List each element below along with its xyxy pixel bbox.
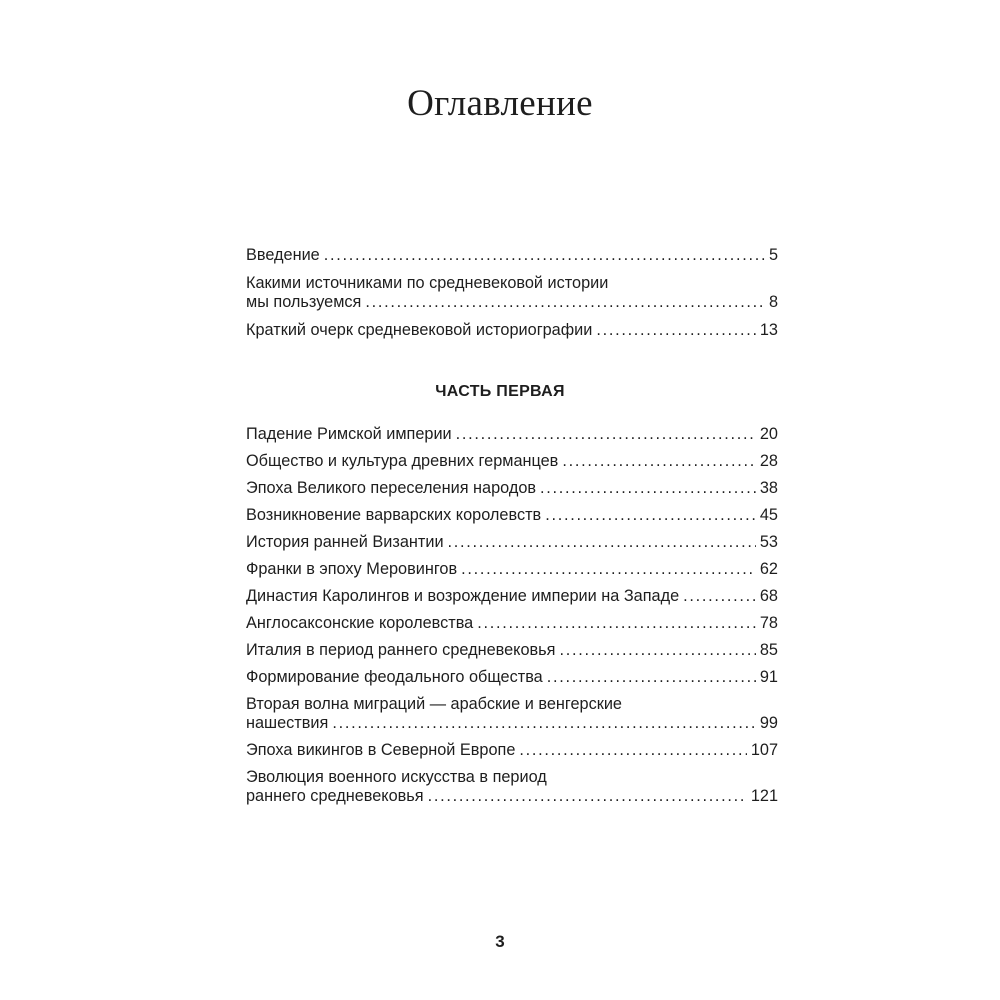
toc-entry-title: Вторая волна миграций — арабские и венгерские [246,695,622,713]
toc-entry [246,614,778,633]
toc-entry [246,506,778,525]
dot-leader [519,741,746,760]
toc-entry-line [246,668,778,687]
dot-leader [547,668,756,687]
toc-entry-page-number: 91 [759,668,778,686]
toc-entry [246,768,778,806]
toc-entry-line [246,741,778,760]
dot-leader [540,479,756,498]
toc-entry-line [246,587,778,606]
toc-entry-line [246,614,778,633]
toc-entry [246,533,778,552]
toc-entry-title: Возникновение варварских королевств [246,506,542,524]
toc-entry-line [246,506,778,525]
toc-entry [246,560,778,579]
dot-leader [365,293,765,312]
toc-entry-title: Италия в период раннего средневековья [246,641,556,659]
toc-entry-line [246,768,778,787]
toc-entry-title: нашествия [246,714,329,732]
toc-entry-page-number: 107 [750,741,778,759]
dot-leader [456,425,756,444]
toc-entry-page-number: 53 [759,533,778,551]
toc-entry-title: Формирование феодального общества [246,668,543,686]
dot-leader [596,321,756,340]
dot-leader [324,246,765,265]
toc-entry-line [246,479,778,498]
toc-entry-page-number: 5 [768,246,778,264]
toc-entry [246,274,778,312]
toc-entry-line [246,641,778,660]
toc-entry [246,479,778,498]
toc-entry-title: мы пользуемся [246,293,362,311]
toc-entry-line [246,714,778,733]
toc-entry-title: Эволюция военного искусства в период [246,768,547,786]
toc-entry-line [246,293,778,312]
toc-entry [246,425,778,444]
toc-entry-title: Общество и культура древних германцев [246,452,559,470]
dot-leader [332,714,756,733]
toc-entry-page-number: 45 [759,506,778,524]
page-title: Оглавление [407,83,593,124]
toc-entry-page-number: 38 [759,479,778,497]
toc-entry-line [246,695,778,714]
toc-intro-list [246,246,778,349]
toc-entry-title: раннего средневековья [246,787,424,805]
dot-leader [545,506,756,525]
toc-entry-page-number: 62 [759,560,778,578]
dot-leader [683,587,756,606]
dot-leader [559,641,755,660]
toc-part-one-list [246,425,778,814]
toc-entry-title: Эпоха викингов в Северной Европе [246,741,516,759]
toc-entry [246,321,778,340]
page-number: 3 [495,932,505,951]
toc-entry-title: Падение Римской империи [246,425,452,443]
toc-entry-page-number: 99 [759,714,778,732]
toc-entry [246,695,778,733]
toc-entry-page-number: 85 [759,641,778,659]
toc-entry-line [246,425,778,444]
dot-leader [461,560,756,579]
dot-leader [477,614,756,633]
toc-entry-page-number: 13 [759,321,778,339]
toc-entry-title: Какими источниками по средневековой истории [246,274,609,292]
dot-leader [562,452,756,471]
toc-entry-page-number: 78 [759,614,778,632]
toc-entry-line [246,533,778,552]
toc-entry-page-number: 28 [759,452,778,470]
toc-entry-title: Династия Каролингов и возрождение империи на Западе [246,587,680,605]
toc-entry-title: Эпоха Великого переселения народов [246,479,537,497]
toc-entry [246,641,778,660]
toc-entry [246,587,778,606]
toc-entry-title: Краткий очерк средневековой историографии [246,321,593,339]
toc-entry-line [246,274,778,293]
dot-leader [448,533,756,552]
toc-entry-page-number: 121 [750,787,778,805]
dot-leader [428,787,747,806]
toc-entry [246,246,778,265]
toc-entry-line [246,321,778,340]
toc-entry-title: Англосаксонские королевства [246,614,474,632]
toc-entry [246,741,778,760]
toc-entry-line [246,452,778,471]
toc-entry-page-number: 8 [768,293,778,311]
toc-entry-page-number: 68 [759,587,778,605]
toc-entry-title: Франки в эпоху Меровингов [246,560,458,578]
part-heading: ЧАСТЬ ПЕРВАЯ [435,383,565,400]
toc-entry-title: История ранней Византии [246,533,444,551]
toc-entry-line [246,246,778,265]
toc-entry [246,452,778,471]
toc-entry-line [246,560,778,579]
toc-entry [246,668,778,687]
toc-entry-page-number: 20 [759,425,778,443]
toc-entry-line [246,787,778,806]
toc-entry-title: Введение [246,246,320,264]
